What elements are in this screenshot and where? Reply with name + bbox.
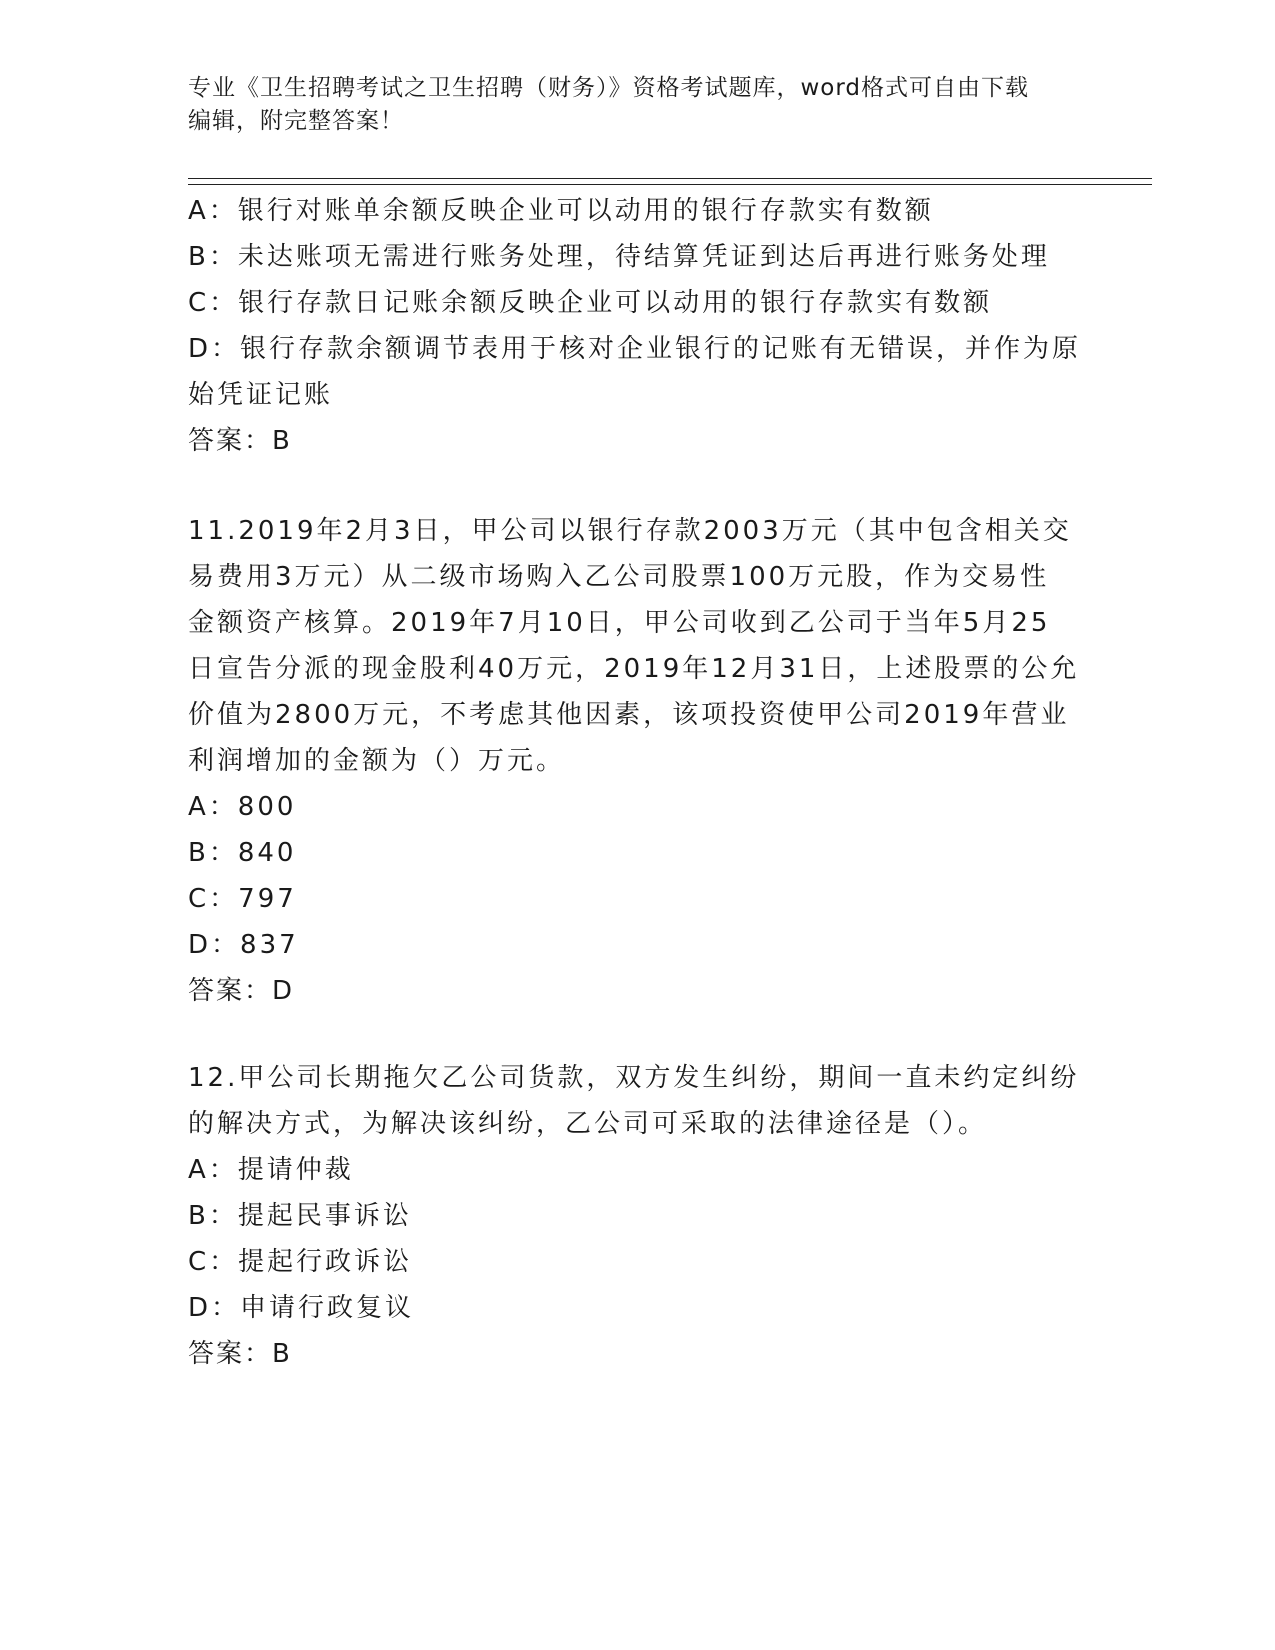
document-header <box>188 72 1088 138</box>
option-c: C：797 <box>188 884 297 914</box>
option-d: D：申请行政复议 <box>188 1293 415 1323</box>
question-stem-line: 日宣告分派的现金股利40万元，2019年12月31日，上述股票的公允 <box>188 654 1080 684</box>
option-b: B：840 <box>188 838 297 868</box>
option-b: B：提起民事诉讼 <box>188 1201 412 1231</box>
option-d: D：837 <box>188 930 299 960</box>
answer: 答案：B <box>188 1339 292 1369</box>
question-stem-line: 的解决方式，为解决该纠纷，乙公司可采取的法律途径是（）。 <box>188 1109 988 1139</box>
answer: 答案：B <box>188 426 292 456</box>
question-stem-line: 11.2019年2月3日，甲公司以银行存款2003万元（其中包含相关交 <box>188 516 1072 546</box>
question-10 <box>188 188 1088 464</box>
option-a: A：银行对账单余额反映企业可以动用的银行存款实有数额 <box>188 196 934 226</box>
option-d: D：银行存款余额调节表用于核对企业银行的记账有无错误，并作为原 <box>188 334 1082 364</box>
option-a: A：提请仲裁 <box>188 1155 354 1185</box>
answer: 答案：D <box>188 976 295 1006</box>
question-stem-line: 12.甲公司长期拖欠乙公司货款，双方发生纠纷，期间一直未约定纠纷 <box>188 1063 1080 1093</box>
option-b: B：未达账项无需进行账务处理，待结算凭证到达后再进行账务处理 <box>188 242 1050 272</box>
option-a: A：800 <box>188 792 297 822</box>
option-c: C：银行存款日记账余额反映企业可以动用的银行存款实有数额 <box>188 288 993 318</box>
question-11 <box>188 508 1088 1014</box>
question-stem-line: 易费用3万元）从二级市场购入乙公司股票100万元股，作为交易性 <box>188 562 1050 592</box>
question-stem-line: 价值为2800万元，不考虑其他因素，该项投资使甲公司2019年营业 <box>188 700 1070 730</box>
header-line-1: 专业《卫生招聘考试之卫生招聘（财务）》资格考试题库，word格式可自由下载 <box>188 75 1030 101</box>
header-divider-top <box>188 178 1152 179</box>
header-line-2: 编辑，附完整答案！ <box>188 108 404 134</box>
header-divider-bottom <box>188 184 1152 185</box>
question-stem-line: 金额资产核算。2019年7月10日，甲公司收到乙公司于当年5月25 <box>188 608 1051 638</box>
question-stem-line: 利润增加的金额为（）万元。 <box>188 746 566 776</box>
option-d-continued: 始凭证记账 <box>188 380 334 410</box>
question-12 <box>188 1055 1088 1377</box>
option-c: C：提起行政诉讼 <box>188 1247 413 1277</box>
